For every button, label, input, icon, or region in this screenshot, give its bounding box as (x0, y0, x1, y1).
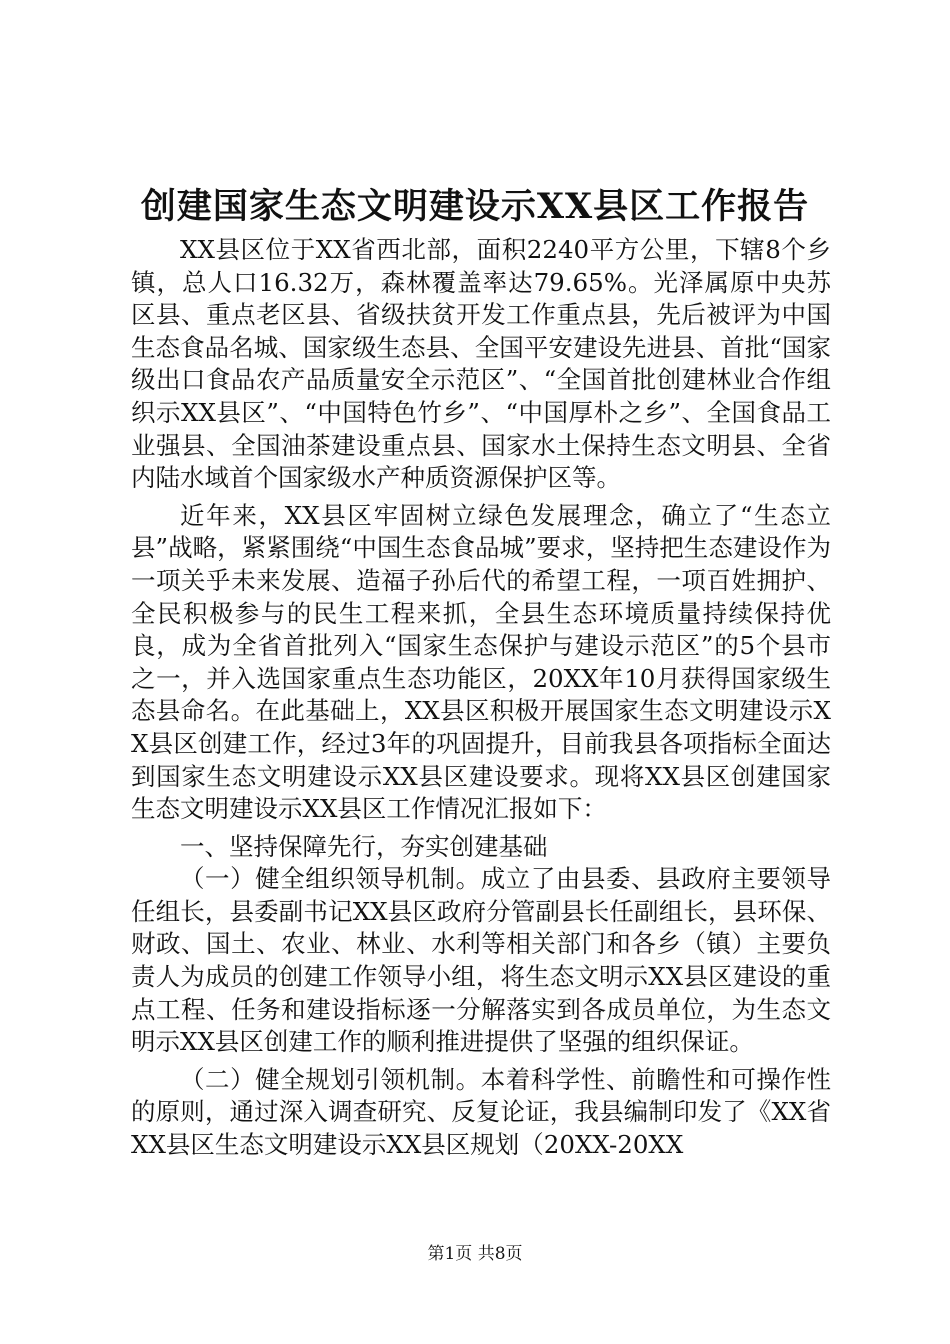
paragraph-organization: （一）健全组织领导机制。成立了由县委、县政府主要领导任组长，县委副书记XX县区政府分管副县长任副组长，县环保、财政、国土、农业、林业、水利等相关部门和各乡（镇）主要负责人为成员的创建工作领导小组，将生态文明示XX县区建设的重点工程、任务和建设指标逐一分解落实到各成员单位，为生态文明示XX县区创建工作的顺利推进提供了坚强的组织保证。 (131, 864, 831, 1057)
paragraph-recent-years: 近年来，XX县区牢固树立绿色发展理念，确立了“生态立县”战略，紧紧围绕“中国生态食品城”要求，坚持把生态建设作为一项关乎未来发展、造福子孙后代的希望工程，一项百姓拥护、全民积极参与的民生工程来抓，全县生态环境质量持续保持优良，成为全省首批列入“国家生态保护与建设示范区”的5个县市之一，并入选国家重点生态功能区，20XX年10月获得国家级生态县命名。在此基础上，XX县区积极开展国家生态文明建设示XX县区创建工作，经过3年的巩固提升，目前我县各项指标全面达到国家生态文明建设示XX县区建设要求。现将XX县区创建国家生态文明建设示XX县区工作情况汇报如下： (131, 500, 831, 824)
paragraph-planning: （二）健全规划引领机制。本着科学性、前瞻性和可操作性的原则，通过深入调查研究、反复论证，我县编制印发了《XX省XX县区生态文明建设示XX县区规划（20XX-20XX (131, 1064, 831, 1160)
page-footer: 第1页 共8页 (427, 1244, 523, 1264)
paragraph-overview: XX县区位于XX省西北部，面积2240平方公里，下辖8个乡镇，总人口16.32万，森林覆盖率达79.65%。光泽属原中央苏区县、重点老区县、省级扶贫开发工作重点县，先后被评为中国生态食品名城、国家级生态县、全国平安建设先进县、首批“国家级出口食品农产品质量安全示范区”、“全国首批创建林业合作组织示XX县区”、“中国特色竹乡”、“中国厚朴之乡”、全国食品工业强县、全国油茶建设重点县、国家水土保持生态文明县、全省内陆水域首个国家级水产种质资源保护区等。 (131, 235, 831, 493)
section-heading-1: 一、坚持保障先行，夯实创建基础 (180, 831, 548, 861)
document-body (131, 234, 831, 1162)
document-title: 创建国家生态文明建设示XX县区工作报告 (140, 186, 810, 227)
